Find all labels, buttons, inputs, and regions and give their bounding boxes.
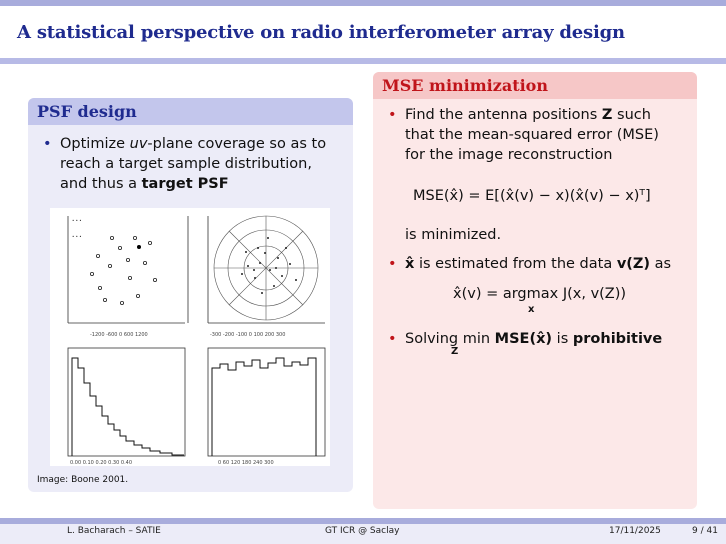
psf-bullet-uv: uv: [129, 136, 148, 152]
min-subscript: Z: [451, 346, 459, 357]
footer-date: 17/11/2025: [609, 526, 661, 536]
uv-coverage-plot: [188, 216, 325, 338]
boone-figure: [50, 208, 330, 466]
bullet-icon: •: [388, 331, 397, 347]
b1-post: such: [612, 107, 651, 123]
svg-text:-300 -200 -100 0 100 200 3: -300 -200 -100 0 100 200 300: [210, 332, 286, 338]
psf-block-heading: PSF design: [28, 98, 353, 125]
psf-bullet-line3-pre: and thus a: [60, 176, 142, 192]
footer-event: GT ICR @ Saclay: [325, 526, 400, 536]
b2-xhat: x̂: [405, 256, 415, 272]
svg-text:• • •: • • •: [72, 234, 82, 239]
psf-bullet-line-1: [60, 134, 350, 154]
psf-bullet-target-psf: target PSF: [141, 176, 229, 192]
title-rule: [0, 58, 726, 64]
mse-bullet-1: [388, 105, 685, 165]
figure-caption: Image: Boone 2001.: [37, 475, 129, 485]
b3-min: min: [462, 331, 491, 347]
footer-author: L. Bacharach – SATIE: [67, 526, 161, 536]
svg-text:0.00 0.10 0.20 0.30 0.40: 0.00 0.10 0.20 0.30 0.40: [70, 460, 133, 466]
mse-bullet-1-continued: is minimized.: [405, 227, 502, 243]
psf-bullet-pre: Optimize: [60, 136, 130, 152]
b2-post: as: [650, 256, 672, 272]
bullet-icon: •: [388, 256, 397, 272]
bullet-icon: •: [43, 136, 52, 152]
psf-design-block: [28, 98, 353, 492]
b3-pre: Solving: [405, 331, 463, 347]
mse-minimization-block: [373, 72, 697, 509]
mse-bullet-1-line-1: [405, 105, 685, 125]
b3-mse: MSE(x̂): [494, 331, 553, 347]
slide-title: A statistical perspective on radio interferometer array design: [17, 22, 625, 43]
b3-mid: is: [552, 331, 573, 347]
mse-bullet-2: [388, 254, 685, 274]
svg-text:-1200 -600 0 600 1200: -1200 -600 0 600 1200: [90, 332, 148, 338]
mse-equation: MSE(x̂) = E[(x̂(v) − x)(x̂(v) − x)ᵀ]: [413, 188, 651, 204]
psf-bullet-line-3: [60, 174, 350, 194]
top-bar: [0, 0, 726, 6]
mse-bullet-1-line-2: that the mean-squared error (MSE): [405, 127, 659, 143]
psf-bullet-line1-rest: -plane coverage so as to: [147, 136, 327, 152]
radial-histogram-plot: [68, 348, 185, 466]
mse-bullet-3: [388, 329, 685, 349]
psf-bullet-line-2: reach a target sample distribution,: [60, 156, 312, 172]
mse-block-heading: MSE minimization: [373, 72, 697, 99]
svg-text:0 60 120 180 240 300: 0 60 120 180 240 300: [218, 460, 274, 466]
b3-prohibitive: prohibitive: [572, 331, 663, 347]
svg-text:• • •: • • •: [72, 218, 82, 223]
psf-bullet: [43, 134, 350, 194]
antenna-layout-plot: [68, 216, 185, 338]
b2-v: v(Z): [616, 256, 651, 272]
slide-footer: [0, 518, 726, 544]
azimuth-histogram-plot: [208, 348, 325, 466]
bullet-icon: •: [388, 107, 397, 123]
argmax-subscript: x: [528, 304, 535, 315]
footer-page-number: 9 / 41: [692, 526, 718, 536]
mse-bullet-1-line-3: for the image reconstruction: [405, 147, 613, 163]
b1-z: Z: [601, 107, 613, 123]
b1-pre: Find the antenna positions: [405, 107, 602, 123]
b2-text: is estimated from the data: [414, 256, 617, 272]
argmax-equation: x̂(v) = argmax J(x, v(Z)): [453, 286, 627, 302]
